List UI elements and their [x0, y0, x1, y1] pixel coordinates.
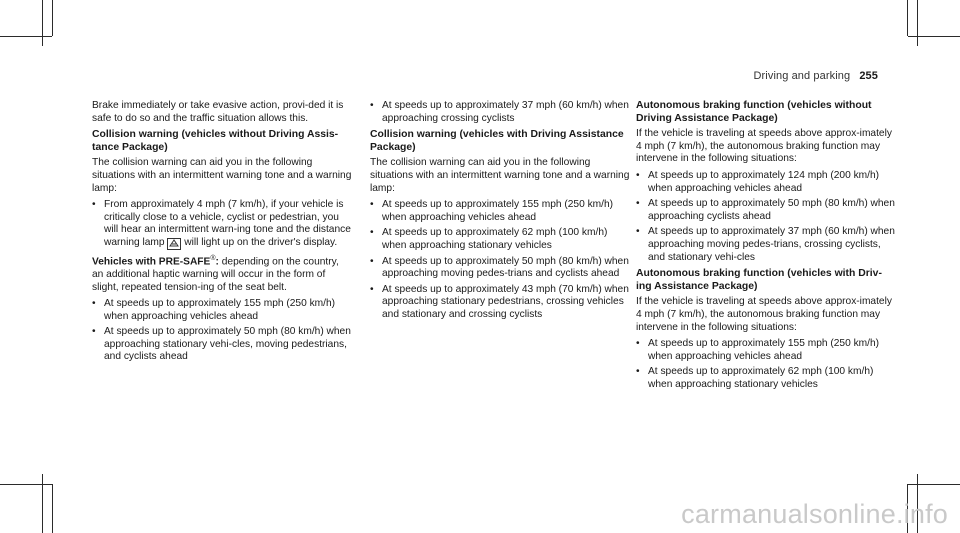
autonomous-braking-dap-intro: If the vehicle is traveling at speeds above approx-imately 4 mph (7 km/h), the autonomous braking function may intervene in the following situations:	[636, 296, 892, 333]
crop-mark-bottom-left-v2	[52, 484, 53, 533]
heading-autonomous-braking-without-dap: Autonomous braking function (vehicles without Driving Assistance Package)	[636, 100, 872, 124]
pre-safe-colon: :	[215, 256, 219, 268]
heading-collision-warning-with-dap: Collision warning (vehicles with Driving Assistance Package)	[370, 129, 624, 153]
intro-paragraph: Brake immediately or take evasive action, provi-ded it is safe to do so and the traffic situation allows this.	[92, 100, 344, 124]
column-3	[636, 100, 896, 394]
speed-list	[92, 298, 352, 364]
heading-collision-warning-without-dap: Collision warning (vehicles without Driving Assis-tance Package)	[92, 129, 339, 153]
running-header	[754, 70, 879, 82]
list-item	[92, 199, 352, 250]
column-1	[92, 100, 352, 367]
crop-mark-top-left-v	[42, 0, 43, 46]
pre-safe-label: Vehicles with PRE-SAFE	[92, 256, 211, 268]
list-item: • At speeds up to approximately 62 mph (100 km/h) when approaching stationary vehicles	[636, 366, 896, 391]
registered-mark: ®	[210, 254, 216, 262]
list-item: • At speeds up to approximately 50 mph (80 km/h) when approaching cyclists ahead	[636, 198, 896, 223]
distance-warning-lamp-icon	[167, 238, 181, 250]
list-item: • At speeds up to approximately 155 mph (250 km/h) when approaching vehicles ahead	[370, 199, 630, 224]
crop-mark-top-left-h	[0, 36, 52, 37]
list-item: • At speeds up to approximately 37 mph (60 km/h) when approaching moving pedes-trians, crossing cyclists, and stationary vehi-cles	[636, 226, 896, 264]
autonomous-braking-list	[636, 170, 896, 264]
heading-autonomous-braking-with-dap: Autonomous braking function (vehicles with Driv-ing Assistance Package)	[636, 268, 882, 292]
page-number: 255	[859, 70, 878, 82]
list-item: • At speeds up to approximately 62 mph (100 km/h) when approaching stationary vehicles	[370, 227, 630, 252]
watermark: carmanualsonline.info	[681, 499, 948, 529]
crop-mark-top-left-v2	[52, 0, 53, 36]
list-item-text-tail: will light up on the driver's display.	[184, 236, 338, 248]
pre-safe-note	[92, 253, 352, 294]
list-item: • At speeds up to approximately 37 mph (60 km/h) when approaching crossing cyclists	[370, 100, 630, 125]
collision-warning-dap-list	[370, 199, 630, 321]
collision-warning-dap-intro: The collision warning can aid you in the following situations with an intermittent warning tone and a warning lamp:	[370, 157, 630, 194]
list-item: • At speeds up to approximately 155 mph (250 km/h) when approaching vehicles ahead	[92, 298, 352, 323]
crop-mark-top-right-v	[917, 0, 918, 46]
crop-mark-top-right-h	[908, 36, 960, 37]
crossing-cyclists-list	[370, 100, 630, 125]
list-item-text: From approximately 4 mph (7 km/h), if your vehicle is critically close to a vehicle, cyclist or pedestrian, you will hear an intermittent warn-ing tone and the distance warning lamp	[104, 199, 351, 248]
pre-safe-text: depending on the country, an additional haptic warning will occur in the form of slight, repeated tension-ing of the seat belt.	[92, 256, 339, 293]
list-item: • At speeds up to approximately 124 mph (200 km/h) when approaching vehicles ahead	[636, 170, 896, 195]
crop-mark-bottom-left-h	[0, 484, 52, 485]
list-item: • At speeds up to approximately 50 mph (80 km/h) when approaching stationary vehi-cles, moving pedestrians, and cyclists ahead	[92, 326, 352, 364]
list-item: • At speeds up to approximately 43 mph (70 km/h) when approaching stationary pedestrians, crossing vehicles and stationary and crossing cyclists	[370, 284, 630, 322]
autonomous-braking-dap-list	[636, 338, 896, 391]
header-section-title: Driving and parking	[753, 70, 851, 82]
autonomous-braking-intro: If the vehicle is traveling at speeds above approx-imately 4 mph (7 km/h), the autonomous braking function may intervene in the following situations:	[636, 128, 892, 165]
list-item: • At speeds up to approximately 155 mph (250 km/h) when approaching vehicles ahead	[636, 338, 896, 363]
collision-warning-intro: The collision warning can aid you in the following situations with an intermittent warning tone and a warning lamp:	[92, 157, 352, 194]
collision-warning-list	[92, 199, 352, 250]
crop-mark-bottom-left-v	[42, 474, 43, 533]
list-item: • At speeds up to approximately 50 mph (80 km/h) when approaching moving pedes-trians and cyclists ahead	[370, 256, 630, 281]
crop-mark-bottom-right-h	[908, 484, 960, 485]
crop-mark-top-right-v2	[907, 0, 908, 36]
column-2	[370, 100, 630, 325]
